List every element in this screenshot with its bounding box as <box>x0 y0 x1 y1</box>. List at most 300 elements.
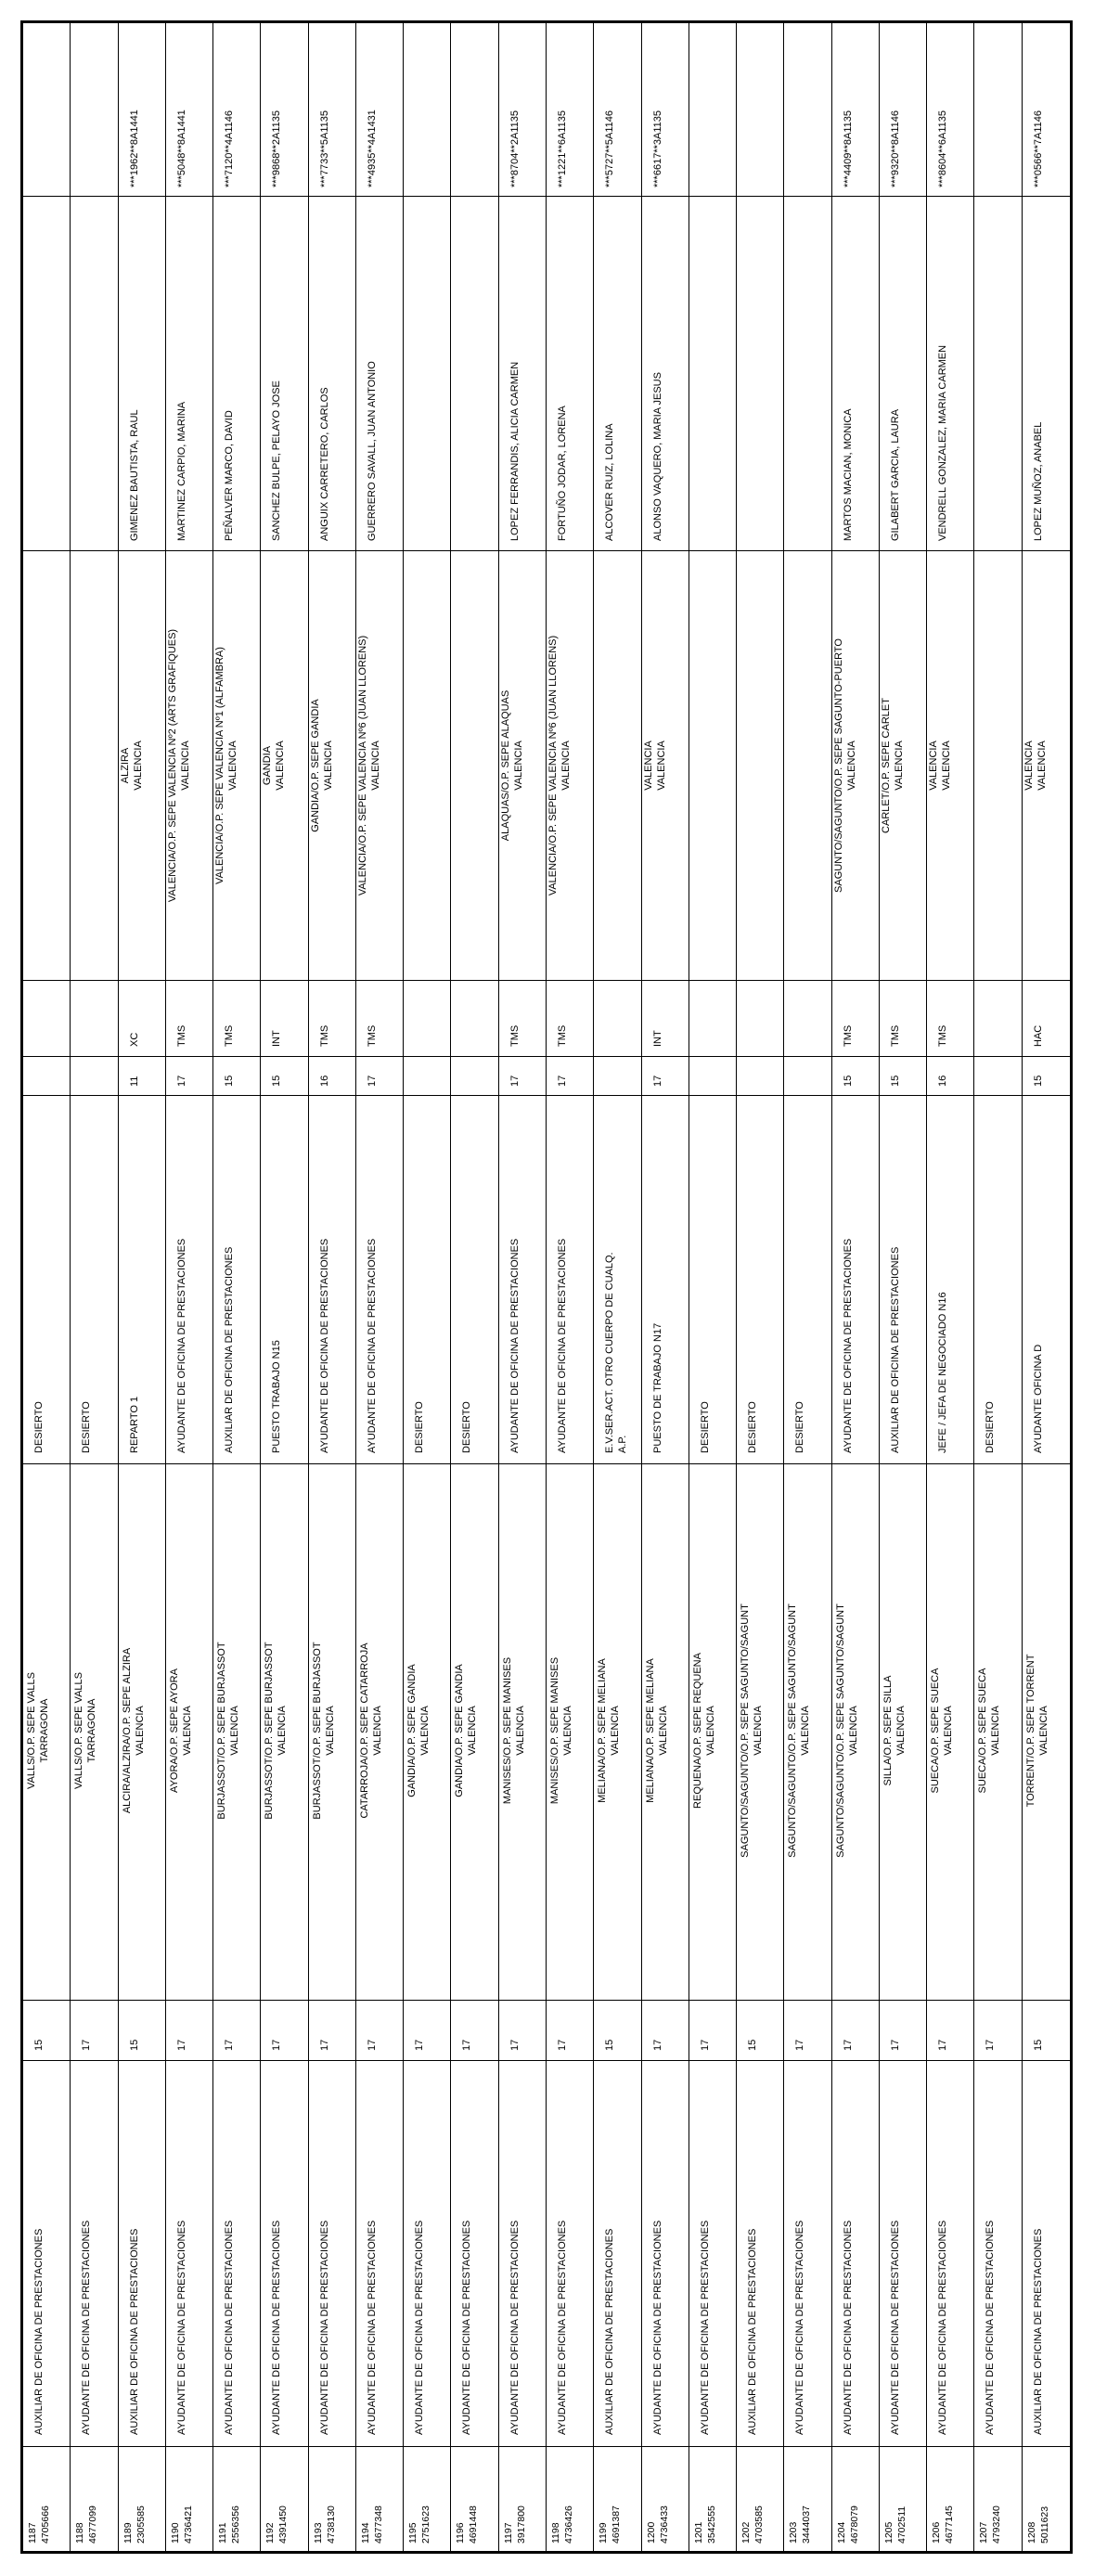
position-code: 3917800 <box>515 2505 527 2544</box>
assigned-location-cell <box>927 561 973 970</box>
person-id <box>784 30 830 187</box>
person-name <box>737 198 783 541</box>
position-code: 4678079 <box>848 2505 860 2544</box>
job-title: AYUDANTE DE OFICINA DE PRESTACIONES <box>794 2220 806 2435</box>
location-province: VALENCIA <box>943 1706 955 1756</box>
assignment-type: XC <box>128 1032 140 1047</box>
location-cell <box>974 1471 1021 1990</box>
assigned-job-cell <box>880 1101 926 1453</box>
location-office: VALLS/O.P. SEPE VALLS <box>26 1672 37 1789</box>
assigned-job: REPARTO 1 <box>128 1396 140 1453</box>
assigned-job-cell <box>261 1101 307 1453</box>
assigned-location-cell <box>1023 561 1070 970</box>
person-name <box>689 198 736 541</box>
person-name: LOPEZ FERRANDIS, ALICIA CARMEN <box>508 361 521 541</box>
assigned-location-cell <box>642 561 689 970</box>
person-id <box>71 30 117 187</box>
assigned-job: AYUDANTE DE OFICINA DE PRESTACIONES <box>318 1238 330 1453</box>
position-number-cell <box>404 2455 450 2544</box>
assigned-province: VALENCIA <box>845 741 857 791</box>
person-id: ***9320**8A1146 <box>889 110 901 187</box>
assigned-location: VALENCIA <box>1023 741 1035 791</box>
assignment-type: HAC <box>1032 1024 1044 1047</box>
assignment-table <box>20 20 1073 2554</box>
person-name: PEÑALVER MARCO, DAVID <box>224 410 236 541</box>
job-level: 17 <box>414 2039 426 2051</box>
location-cell <box>166 1471 212 1990</box>
assigned-location-cell <box>213 561 260 970</box>
person-id: ***5048**8A1441 <box>175 109 187 187</box>
location-cell <box>451 1471 497 1990</box>
position-number-cell <box>974 2455 1021 2544</box>
assigned-job: PUESTO TRABAJO N15 <box>271 1340 283 1453</box>
assigned-location-cell <box>784 561 830 970</box>
position-number: 1188 <box>74 2522 86 2544</box>
assigned-level <box>404 1059 450 1087</box>
assignment-type: INT <box>651 1030 663 1047</box>
table-row <box>832 23 880 2551</box>
assigned-location-cell <box>119 561 165 970</box>
position-number-cell <box>166 2455 212 2544</box>
assigned-location-cell <box>880 561 926 970</box>
person-name: ALONSO VAQUERO, MARIA JESUS <box>651 372 663 541</box>
location-office: SUECA/O.P. SEPE SUECA <box>977 1668 989 1794</box>
position-code: 4736426 <box>563 2505 574 2544</box>
location-cell <box>784 1471 830 1990</box>
position-number: 1191 <box>217 2522 229 2544</box>
assignment-type <box>974 991 1021 1047</box>
assigned-level: 17 <box>651 1075 663 1087</box>
assignment-type <box>23 991 70 1047</box>
assigned-location: VALENCIA/O.P. SEPE VALENCIA Nº1 (ALFAMBRA) <box>214 647 226 884</box>
location-cell <box>23 1471 70 1990</box>
position-code: 3444037 <box>801 2505 813 2544</box>
assigned-job-cell <box>71 1101 117 1453</box>
position-code: 4677348 <box>372 2505 384 2544</box>
assigned-job-cell <box>309 1101 355 1453</box>
assigned-job-cell <box>119 1101 165 1453</box>
assigned-job: DESIERTO <box>985 1401 997 1453</box>
job-title: AYUDANTE DE OFICINA DE PRESTACIONES <box>271 2220 283 2435</box>
location-province: VALENCIA <box>134 1706 146 1756</box>
assigned-province: VALENCIA <box>322 741 334 791</box>
job-level: 15 <box>604 2039 616 2051</box>
assigned-job: DESIERTO <box>461 1401 473 1453</box>
person-id <box>737 30 783 187</box>
assigned-job-cell <box>23 1101 70 1453</box>
position-number: 1196 <box>455 2522 467 2544</box>
person-id <box>23 30 70 187</box>
assigned-level <box>23 1059 70 1087</box>
job-title: AUXILIAR DE OFICINA DE PRESTACIONES <box>1032 2228 1044 2435</box>
assigned-province: VALENCIA <box>512 741 524 791</box>
position-code: 4391450 <box>277 2505 290 2544</box>
assigned-job: DESIERTO <box>794 1401 806 1453</box>
person-id: ***6617**3A1135 <box>651 110 663 187</box>
assigned-level: 15 <box>889 1075 901 1087</box>
assigned-location-cell <box>547 561 593 970</box>
assignment-type: TMS <box>318 1024 330 1047</box>
location-office: SAGUNTO/SAGUNTO/O.P. SEPE SAGUNTO/SAGUNT <box>787 1604 799 1858</box>
job-title: AYUDANTE DE OFICINA DE PRESTACIONES <box>557 2220 568 2435</box>
position-code: 2305585 <box>135 2505 147 2544</box>
assigned-job: AYUDANTE DE OFICINA DE PRESTACIONES <box>508 1238 521 1453</box>
location-province: VALENCIA <box>800 1706 812 1756</box>
person-id <box>974 30 1021 187</box>
assigned-level <box>594 1059 640 1087</box>
position-number-cell <box>737 2455 783 2544</box>
assigned-location-cell <box>832 561 879 970</box>
table-row <box>261 23 308 2551</box>
position-code: 4691387 <box>611 2505 623 2544</box>
assigned-job: E.V.SER.ACT. OTRO CUERPO DE CUALQ. <box>604 1252 616 1453</box>
assigned-location-cell <box>71 561 117 970</box>
location-office: TORRENT/O.P. SEPE TORRENT <box>1024 1654 1036 1808</box>
assigned-level: 16 <box>318 1075 330 1087</box>
position-number-cell <box>1023 2455 1070 2544</box>
assigned-location-cell <box>594 561 640 970</box>
assignment-type: TMS <box>224 1024 236 1047</box>
assigned-job-cell <box>499 1101 546 1453</box>
assigned-job-cell <box>404 1101 450 1453</box>
assigned-location-cell <box>737 561 783 970</box>
position-number-cell <box>784 2455 830 2544</box>
person-name: VENDRELL GONZALEZ, MARIA CARMEN <box>937 344 949 541</box>
assignment-type: TMS <box>937 1024 949 1047</box>
location-office: GANDIA/O.P. SEPE GANDIA <box>406 1664 418 1797</box>
table-row <box>689 23 737 2551</box>
assigned-location-cell <box>974 561 1021 970</box>
position-number: 1201 <box>692 2521 704 2544</box>
person-name <box>974 198 1021 541</box>
assigned-job: PUESTO DE TRABAJO N17 <box>651 1322 663 1453</box>
job-title: AYUDANTE DE OFICINA DE PRESTACIONES <box>461 2220 473 2435</box>
person-id: ***8704**2A1135 <box>508 110 521 187</box>
position-number: 1189 <box>122 2522 134 2544</box>
position-number: 1205 <box>882 2521 895 2544</box>
assigned-job: AUXILIAR DE OFICINA DE PRESTACIONES <box>889 1246 901 1453</box>
assigned-level <box>974 1059 1021 1087</box>
position-number-cell <box>309 2455 355 2544</box>
position-number: 1190 <box>169 2522 181 2544</box>
location-province: VALENCIA <box>419 1706 431 1756</box>
assignment-type <box>404 991 450 1047</box>
assigned-province: VALENCIA <box>655 741 667 791</box>
person-id: ***1221**6A1135 <box>557 110 568 187</box>
assigned-location-cell <box>451 561 497 970</box>
assigned-level: 17 <box>557 1075 568 1087</box>
location-office: MANISES/O.P. SEPE MANISES <box>501 1656 513 1805</box>
assignment-type <box>737 991 783 1047</box>
assigned-province: VALENCIA <box>1036 741 1048 791</box>
job-level: 17 <box>557 2039 568 2051</box>
location-province: VALENCIA <box>562 1706 573 1756</box>
person-name: SANCHEZ BULPE, PELAYO JOSE <box>271 380 283 541</box>
assigned-job-cell <box>166 1101 212 1453</box>
assigned-level: 17 <box>175 1075 187 1087</box>
assigned-level <box>737 1059 783 1087</box>
job-level: 17 <box>461 2039 473 2051</box>
location-office: BURJASSOT/O.P. SEPE BURJASSOT <box>216 1642 228 1820</box>
job-level: 17 <box>651 2039 663 2051</box>
job-title: AYUDANTE DE OFICINA DE PRESTACIONES <box>651 2220 663 2435</box>
location-office: REQUENA/O.P. SEPE REQUENA <box>691 1653 703 1809</box>
job-title: AUXILIAR DE OFICINA DE PRESTACIONES <box>604 2228 616 2435</box>
location-province: VALENCIA <box>181 1706 193 1756</box>
position-code: 4736433 <box>658 2505 670 2544</box>
assigned-job-cell <box>832 1101 879 1453</box>
assignment-type: INT <box>271 1030 283 1047</box>
location-office: VALLS/O.P. SEPE VALLS <box>73 1672 85 1789</box>
location-office: ALCIRA/ALZIRA/O.P. SEPE ALZIRA <box>121 1647 133 1814</box>
job-title: AYUDANTE DE OFICINA DE PRESTACIONES <box>699 2220 711 2435</box>
position-number: 1207 <box>978 2521 990 2544</box>
position-number-cell <box>927 2455 973 2544</box>
assigned-location: VALENCIA/O.P. SEPE VALENCIA Nº2 (ARTS GRAFIQUES) <box>166 628 178 903</box>
position-code: 4691448 <box>468 2505 480 2544</box>
job-level: 17 <box>271 2039 283 2051</box>
assigned-location-cell <box>689 561 736 970</box>
assigned-job: DESIERTO <box>33 1401 45 1453</box>
assigned-location: VALENCIA/O.P. SEPE VALENCIA Nº6 (JUAN LLORENS) <box>547 635 559 896</box>
job-level: 17 <box>318 2039 330 2051</box>
location-province: VALENCIA <box>704 1706 716 1756</box>
job-title: AUXILIAR DE OFICINA DE PRESTACIONES <box>33 2228 45 2435</box>
person-id: ***1962**8A1441 <box>128 109 140 187</box>
location-province: VALENCIA <box>324 1706 336 1756</box>
person-name: ALCOVER RUIZ, LOLINA <box>604 423 616 541</box>
assigned-job-cell <box>974 1101 1021 1453</box>
job-level: 17 <box>985 2039 997 2051</box>
location-cell <box>356 1471 403 1990</box>
position-number: 1200 <box>645 2521 657 2544</box>
job-title: AYUDANTE DE OFICINA DE PRESTACIONES <box>81 2220 93 2435</box>
job-level: 15 <box>33 2039 45 2051</box>
position-number: 1203 <box>788 2521 800 2544</box>
position-code: 4677099 <box>87 2505 99 2544</box>
person-id: ***8604**6A1135 <box>937 110 949 187</box>
position-number: 1198 <box>550 2522 561 2544</box>
assigned-level <box>689 1059 736 1087</box>
assigned-level: 11 <box>128 1075 140 1087</box>
location-province: VALENCIA <box>229 1706 241 1756</box>
location-cell <box>261 1471 307 1990</box>
location-cell <box>71 1471 117 1990</box>
position-number-cell <box>261 2455 307 2544</box>
job-title: AYUDANTE DE OFICINA DE PRESTACIONES <box>508 2220 521 2435</box>
assigned-province: VALENCIA <box>941 741 953 791</box>
person-id <box>451 30 497 187</box>
position-number-cell <box>451 2455 497 2544</box>
assigned-location-cell <box>356 561 403 970</box>
person-id: ***4935**4A1431 <box>366 109 378 187</box>
assigned-job-cell <box>927 1101 973 1453</box>
assigned-location: VALENCIA/O.P. SEPE VALENCIA Nº6 (JUAN LLORENS) <box>356 635 368 896</box>
position-code: 4793240 <box>991 2505 1003 2544</box>
position-number-cell <box>23 2455 70 2544</box>
location-province: TARRAGONA <box>86 1698 98 1763</box>
person-name: LOPEZ MUÑOZ, ANABEL <box>1032 421 1044 541</box>
assigned-level <box>451 1059 497 1087</box>
assigned-level <box>71 1059 117 1087</box>
assigned-job-cell <box>689 1101 736 1453</box>
job-level: 17 <box>81 2039 93 2051</box>
assigned-province: VALENCIA <box>132 741 144 791</box>
job-level: 17 <box>224 2039 236 2051</box>
assignment-type: TMS <box>175 1024 187 1047</box>
position-number: 1195 <box>407 2522 419 2544</box>
position-number-cell <box>832 2455 879 2544</box>
position-number-cell <box>356 2455 403 2544</box>
job-level: 17 <box>175 2039 187 2051</box>
assigned-job-cell <box>1023 1101 1070 1453</box>
position-number: 1204 <box>835 2521 847 2544</box>
assignment-type: TMS <box>842 1024 854 1047</box>
table-row <box>1023 23 1070 2551</box>
job-title: AYUDANTE DE OFICINA DE PRESTACIONES <box>985 2220 997 2435</box>
assigned-job-cell <box>784 1101 830 1453</box>
location-province: VALENCIA <box>277 1706 289 1756</box>
location-office: CATARROJA/O.P. SEPE CATARROJA <box>358 1642 370 1819</box>
job-level: 17 <box>366 2039 378 2051</box>
location-province: VALENCIA <box>895 1706 907 1756</box>
location-province: VALENCIA <box>610 1706 622 1756</box>
assigned-job-cell <box>547 1101 593 1453</box>
job-title: AUXILIAR DE OFICINA DE PRESTACIONES <box>128 2228 140 2435</box>
location-cell <box>547 1471 593 1990</box>
assigned-location: CARLET/O.P. SEPE CARLET <box>880 698 892 833</box>
person-name: GUERRERO SAVALL, JUAN ANTONIO <box>366 361 378 541</box>
job-title: AYUDANTE DE OFICINA DE PRESTACIONES <box>889 2220 901 2435</box>
location-cell <box>213 1471 260 1990</box>
assigned-job-cell <box>451 1101 497 1453</box>
assigned-level: 15 <box>1032 1075 1044 1087</box>
assigned-job: JEFE / JEFA DE NEGOCIADO N16 <box>937 1292 949 1453</box>
assignment-type <box>451 991 497 1047</box>
location-office: MANISES/O.P. SEPE MANISES <box>549 1656 560 1805</box>
assigned-job: AYUDANTE OFICINA D <box>1032 1344 1044 1453</box>
person-name <box>71 198 117 541</box>
location-office: AYORA/O.P. SEPE AYORA <box>168 1668 180 1793</box>
position-code: 4703585 <box>753 2505 766 2544</box>
position-number: 1208 <box>1025 2521 1037 2544</box>
location-province: VALENCIA <box>657 1706 669 1756</box>
position-number: 1187 <box>27 2522 38 2544</box>
location-cell <box>499 1471 546 1990</box>
table-row <box>356 23 404 2551</box>
assigned-job: AUXILIAR DE OFICINA DE PRESTACIONES <box>224 1246 236 1453</box>
person-name <box>784 198 830 541</box>
person-id: ***7120**4A1146 <box>224 110 236 187</box>
table-row <box>71 23 118 2551</box>
position-number: 1192 <box>264 2522 277 2544</box>
position-number: 1199 <box>598 2522 610 2544</box>
table-row <box>594 23 641 2551</box>
job-level: 17 <box>794 2039 806 2051</box>
assigned-job: AYUDANTE DE OFICINA DE PRESTACIONES <box>175 1238 187 1453</box>
location-cell <box>737 1471 783 1990</box>
person-name: MARTOS MACIAN, MONICA <box>842 408 854 541</box>
location-cell <box>1023 1471 1070 1990</box>
location-province: TARRAGONA <box>39 1698 50 1763</box>
assigned-level: 16 <box>937 1075 949 1087</box>
assigned-job-cell <box>594 1101 640 1453</box>
location-office: SUECA/O.P. SEPE SUECA <box>930 1668 942 1794</box>
position-number-cell <box>213 2455 260 2544</box>
table-row <box>23 23 71 2551</box>
person-name: GIMENEZ BAUTISTA, RAUL <box>128 409 140 541</box>
location-office: SAGUNTO/SAGUNTO/O.P. SEPE SAGUNTO/SAGUNT <box>834 1604 846 1858</box>
location-cell <box>880 1471 926 1990</box>
position-number: 1202 <box>740 2521 753 2544</box>
location-province: VALENCIA <box>467 1706 479 1756</box>
person-name <box>23 198 70 541</box>
location-office: BURJASSOT/O.P. SEPE BURJASSOT <box>264 1642 276 1820</box>
assigned-location: GANDIA/O.P. SEPE GANDIA <box>309 699 321 832</box>
assigned-location: VALENCIA <box>928 741 940 791</box>
position-code: 2556356 <box>230 2505 242 2544</box>
table-row <box>880 23 927 2551</box>
table-row <box>927 23 974 2551</box>
position-number-cell <box>71 2455 117 2544</box>
position-number: 1194 <box>359 2522 371 2544</box>
assigned-location-cell <box>309 561 355 970</box>
assignment-type <box>689 991 736 1047</box>
assignment-type: TMS <box>557 1024 568 1047</box>
job-level: 15 <box>747 2039 759 2051</box>
position-code: 4705666 <box>40 2505 51 2544</box>
position-number: 1197 <box>502 2522 514 2544</box>
location-province: VALENCIA <box>371 1706 383 1756</box>
person-name <box>404 198 450 541</box>
location-office: MELIANA/O.P. SEPE MELIANA <box>644 1658 656 1803</box>
job-title: AYUDANTE DE OFICINA DE PRESTACIONES <box>224 2220 236 2435</box>
assigned-job: DESIERTO <box>81 1401 93 1453</box>
position-code: 5011623 <box>1038 2505 1050 2544</box>
job-level: 15 <box>1032 2039 1044 2051</box>
table-row <box>547 23 594 2551</box>
table-body <box>23 23 1070 2551</box>
assignment-type: TMS <box>366 1024 378 1047</box>
assigned-location: SAGUNTO/SAGUNTO/O.P. SEPE SAGUNTO-PUERTO <box>832 638 844 893</box>
assigned-job-cont: A.P. <box>617 1435 629 1453</box>
table-row <box>404 23 451 2551</box>
table-row <box>309 23 356 2551</box>
assigned-province: VALENCIA <box>369 741 381 791</box>
assigned-job-cell <box>642 1101 689 1453</box>
person-id <box>404 30 450 187</box>
assigned-job-cell <box>356 1101 403 1453</box>
location-province: VALENCIA <box>990 1706 1002 1756</box>
person-name: FORTUÑO JODAR, LORENA <box>557 406 568 541</box>
assignment-type: TMS <box>889 1024 901 1047</box>
table-row <box>166 23 213 2551</box>
job-title: AUXILIAR DE OFICINA DE PRESTACIONES <box>747 2228 759 2435</box>
location-office: BURJASSOT/O.P. SEPE BURJASSOT <box>311 1642 323 1820</box>
position-code: 4677145 <box>944 2505 956 2544</box>
assigned-location: GANDIA <box>262 745 274 786</box>
position-number-cell <box>594 2455 640 2544</box>
position-number: 1206 <box>931 2521 943 2544</box>
job-level: 17 <box>508 2039 521 2051</box>
location-cell <box>927 1471 973 1990</box>
assignment-type <box>784 991 830 1047</box>
assigned-job: DESIERTO <box>699 1401 711 1453</box>
position-number: 1193 <box>312 2522 324 2544</box>
position-number-cell <box>689 2455 736 2544</box>
assigned-job-cell <box>213 1101 260 1453</box>
person-name <box>451 198 497 541</box>
